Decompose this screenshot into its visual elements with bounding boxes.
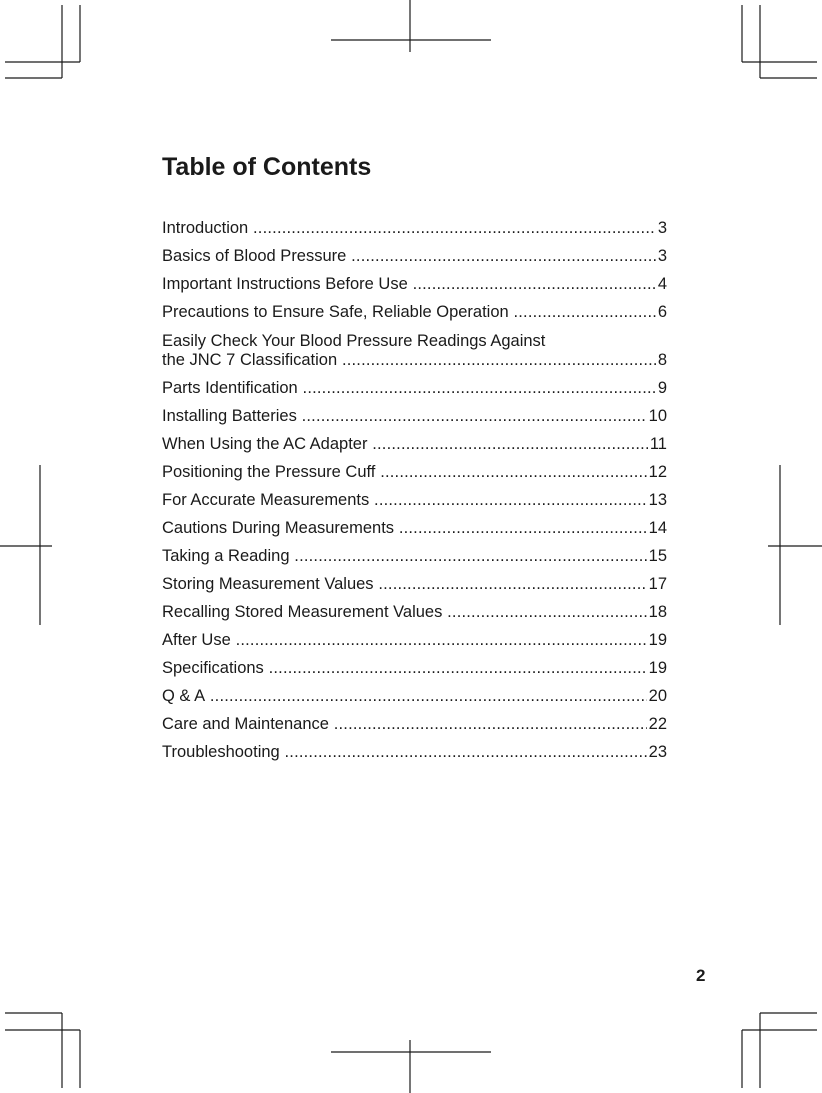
toc-entry-page: 19 <box>648 631 667 649</box>
toc-entry-specifications[interactable] <box>162 650 667 678</box>
toc-entry-ac-adapter[interactable] <box>162 426 667 454</box>
toc-entry-label: Introduction ..... <box>162 219 656 238</box>
toc-entry-page: 13 <box>648 491 667 509</box>
toc-entry-page: 11 <box>649 435 667 453</box>
toc-entry-installing-batteries[interactable] <box>162 398 667 426</box>
toc-entry-label: Storing Measurement Values ..... <box>162 575 647 594</box>
toc-entry-label: Specifications ..... <box>162 659 647 678</box>
toc-entry-storing-values[interactable] <box>162 566 667 594</box>
toc-entry-page: 8 <box>657 351 667 369</box>
toc-entry-label: Basics of Blood Pressure ..... <box>162 247 656 266</box>
toc-entry-taking-a-reading[interactable] <box>162 538 667 566</box>
toc-entry-label: Troubleshooting ..... <box>162 743 647 762</box>
toc-entry-accurate-measurements[interactable] <box>162 482 667 510</box>
toc-entry-page: 4 <box>657 275 667 293</box>
toc-entry-troubleshooting[interactable] <box>162 734 667 762</box>
toc-entry-parts-identification[interactable] <box>162 370 667 398</box>
toc-entry-page: 6 <box>657 303 667 321</box>
toc-entry-important-instructions[interactable] <box>162 266 667 294</box>
toc-entry-label: the JNC 7 Classification ..... <box>162 351 656 370</box>
toc-entry-page: 14 <box>648 519 667 537</box>
toc-entry-page: 10 <box>648 407 667 425</box>
toc-entry-label: Recalling Stored Measurement Values ..... <box>162 603 647 622</box>
toc-entry-page: 3 <box>657 247 667 265</box>
toc-entry-introduction[interactable] <box>162 210 667 238</box>
toc-entry-page: 20 <box>648 687 667 705</box>
toc-entry-cautions-during-measurements[interactable] <box>162 510 667 538</box>
toc-entry-label: Precautions to Ensure Safe, Reliable Operation ..... <box>162 303 656 322</box>
toc-entry-positioning-cuff[interactable] <box>162 454 667 482</box>
toc-entry-label: When Using the AC Adapter ..... <box>162 435 648 454</box>
toc-entry-jnc7-classification[interactable] <box>162 322 667 370</box>
toc-entry-page: 23 <box>648 743 667 761</box>
toc-entry-page: 18 <box>648 603 667 621</box>
toc-entry-care-and-maintenance[interactable] <box>162 706 667 734</box>
toc-entry-page: 9 <box>657 379 667 397</box>
toc-entry-page: 12 <box>648 463 667 481</box>
toc-entry-basics-of-blood-pressure[interactable] <box>162 238 667 266</box>
toc-entry-page: 22 <box>648 715 667 733</box>
toc-entry-page: 3 <box>657 219 667 237</box>
toc-entry-label: Installing Batteries ..... <box>162 407 647 426</box>
page-title: Table of Contents <box>162 153 372 181</box>
toc-entry-after-use[interactable] <box>162 622 667 650</box>
toc-entry-page: 19 <box>648 659 667 677</box>
page-number: 2 <box>696 966 706 985</box>
toc-entry-recalling-values[interactable] <box>162 594 667 622</box>
toc-entry-label-line1: Easily Check Your Blood Pressure Readings Against <box>162 332 546 350</box>
toc-entry-label: Positioning the Pressure Cuff ..... <box>162 463 647 482</box>
toc-entry-label: Q & A ..... <box>162 687 647 706</box>
toc-entry-label: Parts Identification ..... <box>162 379 656 398</box>
toc-entry-label: Cautions During Measurements ..... <box>162 519 647 538</box>
toc-entry-label: Important Instructions Before Use ..... <box>162 275 656 294</box>
toc-entry-precautions[interactable] <box>162 294 667 322</box>
toc-entry-page: 15 <box>648 547 667 565</box>
toc-entry-label: Care and Maintenance ..... <box>162 715 647 734</box>
toc-entry-label: After Use ..... <box>162 631 647 650</box>
toc-entry-page: 17 <box>648 575 667 593</box>
toc-list <box>162 210 667 762</box>
toc-entry-label: Taking a Reading ..... <box>162 547 647 566</box>
toc-entry-q-and-a[interactable] <box>162 678 667 706</box>
toc-entry-label: For Accurate Measurements ..... <box>162 491 647 510</box>
